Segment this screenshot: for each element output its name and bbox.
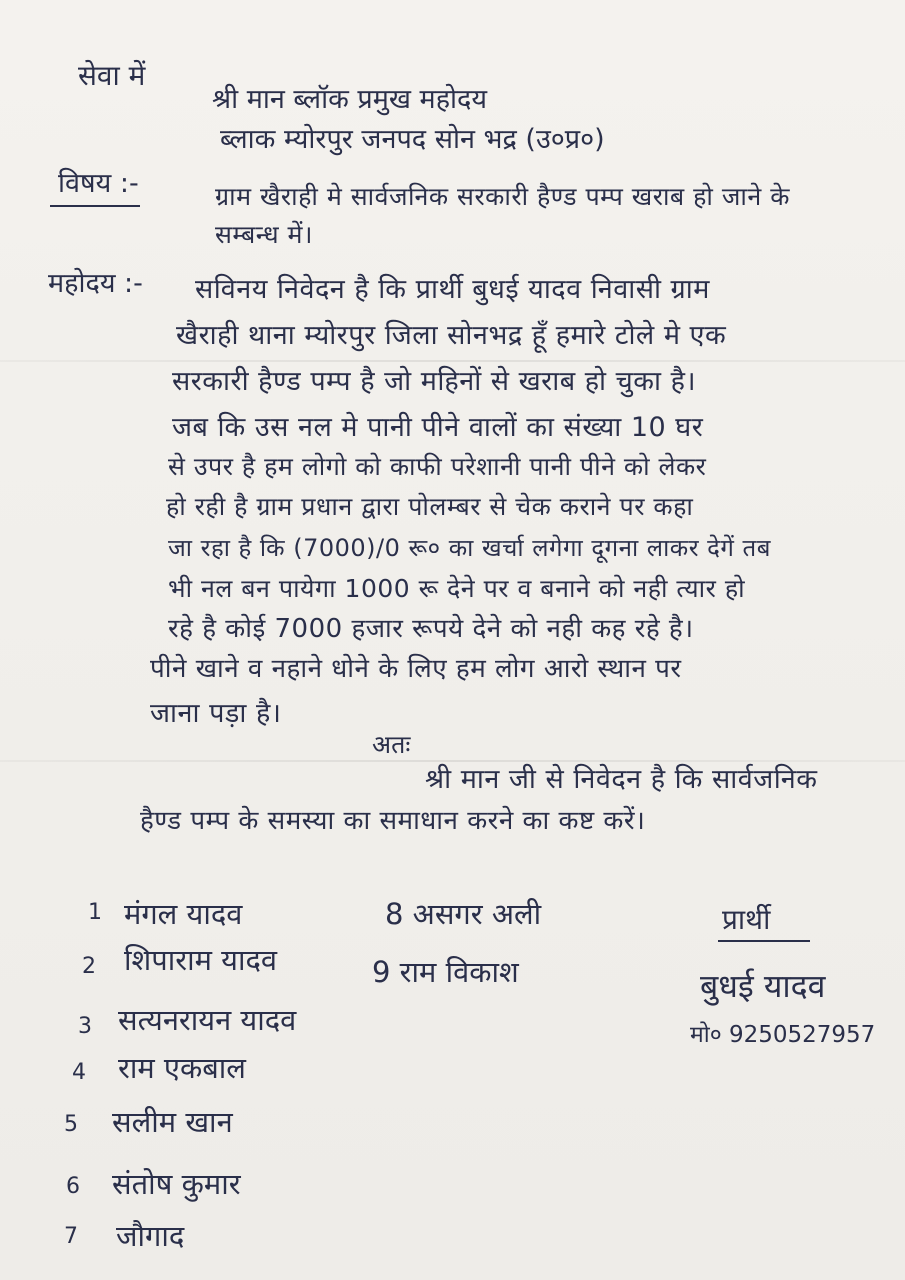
addressee-line2: ब्लाक म्योरपुर जनपद सोन भद्र (उ०प्र०) [220,124,605,155]
subject-label: विषय :- [58,168,139,199]
body-line: से उपर है हम लोगो को काफी परेशानी पानी पीने को लेकर [168,452,707,481]
signatory-name: मंगल यादव [124,897,243,931]
signatory-name: सत्यनरायन यादव [118,1003,297,1037]
subject-underline [50,205,140,207]
signatory-name: शिपाराम यादव [124,943,278,977]
body-line: हो रही है ग्राम प्रधान द्वारा पोलम्बर से चेक कराने पर कहा [166,492,694,521]
salutation-to: सेवा में [78,59,146,92]
applicant-name: बुधई यादव [700,967,826,1005]
body-line: सरकारी हैण्ड पम्प है जो महिनों से खराब हो चुका है। [172,366,697,397]
body-line: जाना पड़ा है। [150,698,282,729]
signatory-number: 5 [64,1112,78,1137]
signatory-number: 4 [72,1060,86,1085]
signatory-number: 2 [82,954,96,979]
body-line: रहे है कोई 7000 हजार रूपये देने को नही कह रहे है। [168,614,694,644]
signatory-number: 1 [88,900,102,925]
signatory-name: राम एकबाल [118,1051,246,1085]
addressee-line1: श्री मान ब्लॉक प्रमुख महोदय [212,84,488,115]
subject-line2: सम्बन्ध में। [215,220,313,249]
signatory-number: 3 [78,1014,92,1039]
signatory-name: संतोष कुमार [112,1167,241,1201]
body-line: पीने खाने व नहाने धोने के लिए हम लोग आरो स्थान पर [150,654,682,684]
body-line: सविनय निवेदन है कि प्रार्थी बुधई यादव निवासी ग्राम [195,274,710,305]
signatory-entry: 8 असगर अली [385,897,542,931]
closing-line2: हैण्ड पम्प के समस्या का समाधान करने का कष्ट करें। [140,806,646,836]
paper-fold [0,360,905,362]
subject-line1: ग्राम खैराही मे सार्वजनिक सरकारी हैण्ड पम्प खराब हो जाने के [215,182,790,211]
applicant-phone: मो० 9250527957 [690,1022,876,1048]
signatory-number: 6 [66,1174,80,1199]
closing-line1: श्री मान जी से निवेदन है कि सार्वजनिक [425,764,818,795]
greeting: महोदय :- [48,268,143,299]
body-line: खैराही थाना म्योरपुर जिला सोनभद्र हूँ हमारे टोले मे एक [176,320,727,351]
applicant-label: प्रार्थी [722,903,771,936]
body-line: जा रहा है कि (7000)/0 रू० का खर्चा लगेगा दूगना लाकर देगें तब [168,534,771,562]
signatory-name: जौगाद [116,1219,185,1253]
body-line: जब कि उस नल मे पानी पीने वालों का संख्या 10 घर [172,412,704,443]
closing-ata: अतः [372,730,411,759]
body-line: भी नल बन पायेगा 1000 रू देने पर व बनाने को नही त्यार हो [168,574,746,603]
signatory-entry: 9 राम विकाश [372,955,519,989]
signatory-number: 7 [64,1224,78,1249]
applicant-underline [718,940,810,942]
signatory-name: सलीम खान [112,1105,233,1139]
paper-fold [0,760,905,762]
